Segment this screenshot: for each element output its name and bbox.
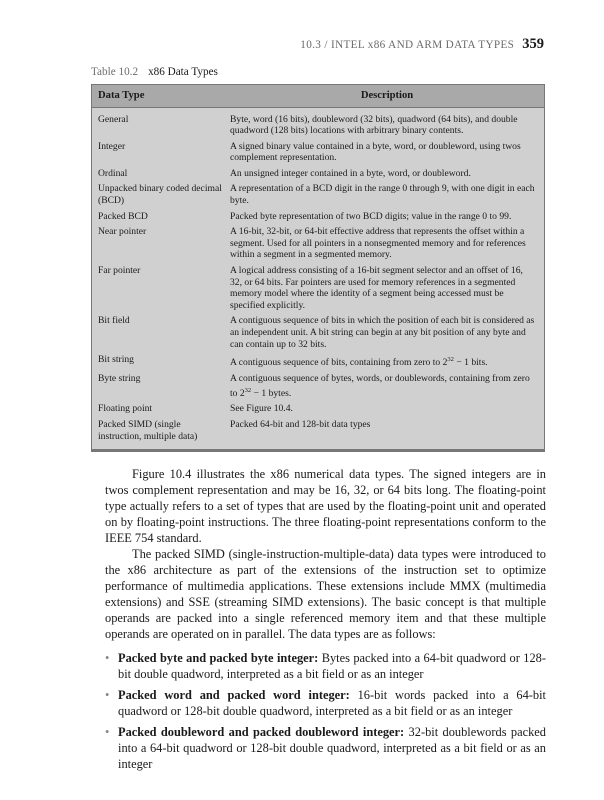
row-description: A logical address consisting of a 16-bit segment selector and an offset of 16, 32, or 64 bits. Far pointers are used for memory references in a segmented memory model where the identity of a segment being accessed must be specified explicitly. <box>230 265 523 311</box>
row-description <box>230 354 544 373</box>
table-label: Table 10.2 <box>91 66 139 78</box>
table-caption <box>91 66 218 78</box>
bullet-icon: • <box>105 725 110 739</box>
row-description: A representation of a BCD digit in the range 0 through 9, with one digit in each byte. <box>230 183 535 207</box>
running-head-title: 10.3 / INTEL x86 AND ARM DATA TYPES <box>300 39 515 51</box>
row-data-type: Integer <box>98 140 126 152</box>
page-number: 359 <box>522 36 544 52</box>
exponent: 32 <box>447 356 454 364</box>
row-data-type: Packed BCD <box>98 210 148 222</box>
row-data-type: Packed SIMD (single instruction, multiple data) <box>98 418 198 442</box>
running-head <box>0 36 604 52</box>
header-description: Description <box>230 85 544 107</box>
table-row <box>92 183 544 210</box>
row-description <box>230 373 544 403</box>
bullet-icon: • <box>105 688 110 702</box>
list-item-term: Packed word and packed word integer: <box>118 688 350 702</box>
row-description: A 16-bit, 32-bit, or 64-bit effective address that represents the offset within a segment. Used for all pointers in a nonsegmented memory and for references within a segment in a segmented memory. <box>230 226 526 261</box>
paragraph: Figure 10.4 illustrates the x86 numerical data types. The signed integers are in twos complement representation and may be 16, 32, or 64 bits long. The floating-point type actually refers to a set of types that are used by the floating-point unit and operated on by floating-point instructions. The three floating-point representations conform to the IEEE 754 standard. <box>105 467 546 545</box>
desc-text: − 1 bits. <box>453 357 488 369</box>
header-data-type: Data Type <box>92 85 230 107</box>
body-text <box>105 466 546 777</box>
row-data-type: General <box>98 113 129 125</box>
exponent: 32 <box>244 386 252 394</box>
table-row <box>92 419 544 446</box>
row-description: A contiguous sequence of bits in which the position of each bit is considered as an independent unit. A bit string can begin at any bit position of any byte and can contain up to 32 bits. <box>230 315 535 350</box>
table-header-row <box>92 85 544 107</box>
list-item-term: Packed doubleword and packed doubleword integer: <box>118 725 405 739</box>
table-row <box>92 226 544 265</box>
desc-text: A contiguous sequence of bytes, words, or doublewords, containing from zero to 2 <box>230 372 530 399</box>
bullet-list <box>105 650 546 772</box>
list-item <box>105 650 546 682</box>
row-data-type: Floating point <box>98 403 153 415</box>
row-data-type: Bit field <box>98 315 130 327</box>
row-description: Byte, word (16 bits), doubleword (32 bits), quadword (64 bits), and double quadword (128 bits) locations with arbitrary binary contents. <box>230 113 518 137</box>
table-row <box>92 403 544 419</box>
table-title: x86 Data Types <box>148 66 218 78</box>
row-description: Packed 64-bit and 128-bit data types <box>230 418 371 430</box>
bullet-icon: • <box>105 651 110 665</box>
table-row <box>92 315 544 354</box>
row-data-type: Near pointer <box>98 226 147 238</box>
desc-text: A contiguous sequence of bits, containing from zero to 2 <box>230 357 448 369</box>
row-data-type: Ordinal <box>98 167 128 179</box>
list-item <box>105 687 546 719</box>
row-description: Packed byte representation of two BCD digits; value in the range 0 to 99. <box>230 210 512 222</box>
table-row <box>92 265 544 315</box>
table-row <box>92 107 544 141</box>
paragraph: The packed SIMD (single-instruction-multiple-data) data types were introduced to the x86 architecture as part of the extensions of the instruction set to optimize performance of multimedia applications. These extensions include MMX (multimedia extensions) and SSE (streaming SIMD extensions). The basic concept is that multiple operands are packed into a single referenced memory item and that these multiple operands are operated on in parallel. The data types are as follows: <box>105 547 546 641</box>
row-description: See Figure 10.4. <box>230 403 293 415</box>
table-row <box>92 354 544 373</box>
desc-text: − 1 bytes. <box>251 387 292 399</box>
list-item-text: 16-bit words packed into a 64-bit quadword or 128-bit double quadword, interpreted as a bit field or as an integer <box>118 688 546 718</box>
list-item-term: Packed byte and packed byte integer: <box>118 651 319 665</box>
list-item <box>105 724 546 772</box>
table-row <box>92 211 544 227</box>
table-row <box>92 141 544 168</box>
row-data-type: Unpacked binary coded decimal (BCD) <box>98 183 222 207</box>
row-description: A signed binary value contained in a byte, word, or doubleword, using twos complement representation. <box>230 140 521 164</box>
table-row <box>92 373 544 403</box>
row-data-type: Byte string <box>98 372 141 384</box>
row-data-type: Bit string <box>98 354 134 366</box>
row-description: An unsigned integer contained in a byte, word, or doubleword. <box>230 167 471 179</box>
row-data-type: Far pointer <box>98 265 141 277</box>
list-item-text: Bytes packed into a 64-bit quadword or 128-bit double quadword, interpreted as a bit field or as an integer <box>118 651 546 681</box>
list-item-text: 32-bit doublewords packed into a 64-bit quadword or 128-bit double quadword, interpreted as a bit field or as an integer <box>118 725 546 771</box>
data-types-table <box>91 84 545 452</box>
table-row <box>92 168 544 184</box>
